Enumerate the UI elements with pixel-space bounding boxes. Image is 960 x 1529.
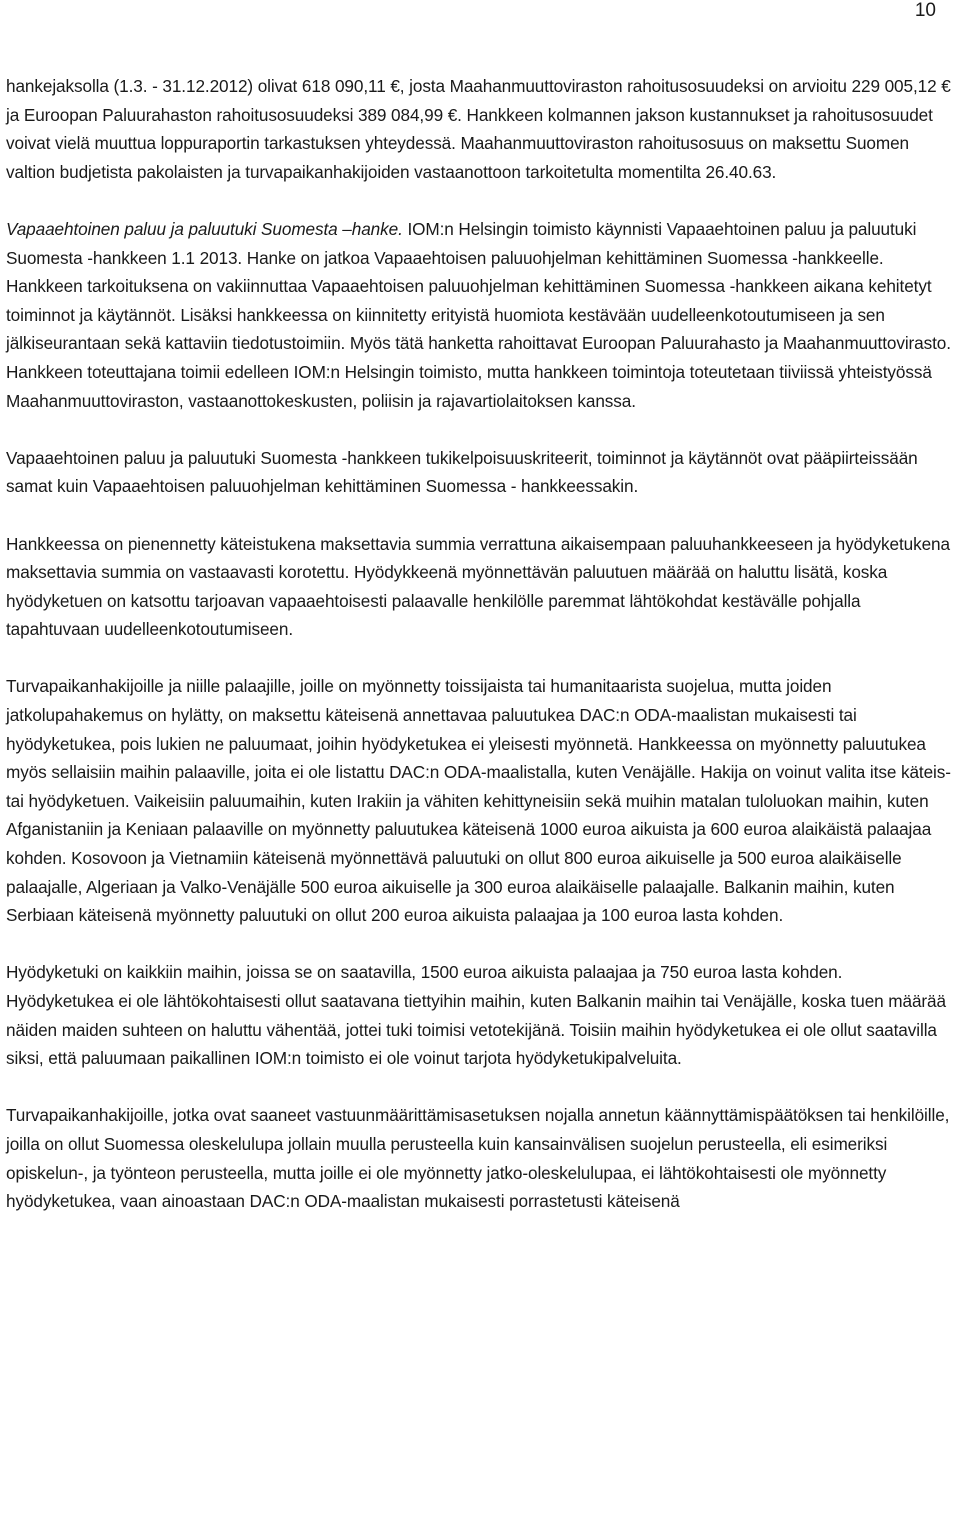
paragraph-goods-support: Hyödyketuki on kaikkiin maihin, joissa se on saatavilla, 1500 euroa aikuista palaajaa ja 750 euroa lasta kohden. Hyödyketukea ei ole lähtökohtaisesti ollut saatavana tiettyihin maihin, kuten Balkanin maihin tai Venäjälle, koska tuen määrää näiden maiden suhteen on haluttu vähentää, jottei tuki toimisi vetotekijänä. Toisiin maihin hyödyketukea ei ole ollut saatavilla siksi, että paluumaan paikallinen IOM:n toimisto ei ole voinut tarjota hyödyketukipalveluita. bbox=[6, 962, 946, 1069]
paragraph-project-intro bbox=[6, 215, 954, 415]
paragraph-asylum-seekers: Turvapaikanhakijoille ja niille palaajille, joille on myönnetty toissijaista tai humanitaarista suojelua, mutta joiden jatkolupahakemus on hylätty, on maksettu käteisenä annettavaa paluutukea DAC:n ODA-maalistan mukaisesti tai hyödyketukea, pois lukien ne paluumaat, joihin hyödyketukea ei yleisesti myönnetä. Hankkeessa on myönnetty paluutukea myös sellaisiin maihin palaaville, joita ei ole listattu DAC:n ODA-maalistalla, kuten Venäjälle. Hakija on voinut valita itse käteis- tai hyödyketuen. Vaikeisiin paluumaihin, kuten Irakiin ja vähiten kehittyneisiin sekä muihin matalan tuloluokan maihin, kuten Afganistaniin ja Keniaan palaaville on myönnetty paluutukea käteisenä 1000 euroa aikuista ja 600 euroa alaikäistä palaajaa kohden. Kosovoon ja Vietnamiin käteisenä myönnettävä paluutuki on ollut 800 euroa aikuiselle ja 500 euroa alaikäiselle palaajalle, Algeriaan ja Valko-Venäjälle 500 euroa aikuiselle ja 300 euroa alaikäiselle palaajalle. Balkanin maihin, kuten Serbiaan käteisenä myönnetty paluutuki on ollut 200 euroa aikuista palaajaa ja 100 euroa lasta kohden. bbox=[6, 676, 951, 926]
page-number: 10 bbox=[914, 0, 936, 21]
paragraph-cash-vs-goods: Hankkeessa on pienennetty käteistukena maksettavia summia verrattuna aikaisempaan paluuhankkeeseen ja hyödyketukena maksettavia summia on vastaavasti korotettu. Hyödykkeenä myönnettävän paluutuen määrää on haluttu lisätä, koska hyödyketuen on katsottu tarjoavan vapaaehtoisesti palaavalle henkilölle paremmat lähtökohdat kestävälle pohjalla tapahtuvaan uudelleenkotoutumiseen. bbox=[6, 533, 950, 640]
paragraph-project-intro-text: IOM:n Helsingin toimisto käynnisti Vapaaehtoinen paluu ja paluutuki Suomesta -hankkeen 1.1 2013. Hanke on jatkoa Vapaaehtoisen paluuohjelman kehittäminen Suomessa -hankkeelle. Hankkeen tarkoituksena on vakiinnuttaa Vapaaehtoisen paluuohjelman kehittäminen Suomessa -hankkeen aikana kehitetyt toiminnot ja käytännöt. Lisäksi hankkeessa on kiinnitetty erityistä huomiota kestävään uudelleenkotoutumiseen ja sen jälkiseurantaan sekä kattaviin tiedotustoimiin. Myös tätä hanketta rahoittavat Euroopan Paluurahasto ja Maahanmuuttovirasto. Hankkeen toteuttajana toimii edelleen IOM:n Helsingin toimisto, mutta hankkeen toimintoja toteutetaan tiiviissä yhteistyössä Maahanmuuttoviraston, vastaanottokeskusten, poliisin ja rajavartiolaitoksen kanssa. bbox=[6, 218, 951, 411]
document-body bbox=[6, 72, 954, 1216]
project-title-italic: Vapaaehtoinen paluu ja paluutuki Suomesta –hanke. bbox=[6, 218, 403, 239]
paragraph-eligibility: Vapaaehtoinen paluu ja paluutuki Suomesta -hankkeen tukikelpoisuuskriteerit, toiminnot ja käytännöt ovat pääpiirteissään samat kuin Vapaaehtoisen paluuohjelman kehittäminen Suomessa - hankkeessakin. bbox=[6, 447, 918, 497]
paragraph-dublin-cases: Turvapaikanhakijoille, jotka ovat saaneet vastuunmäärittämisasetuksen nojalla annetun käännyttämispäätöksen tai henkilöille, joilla on ollut Suomessa oleskelulupa jollain muulla perusteella kuin kansainvälisen suojelun perusteella, eli esimeriksi opiskelun-, ja työnteon perusteella, mutta joille ei ole myönnetty jatko-oleskelulupaa, ei lähtökohtaisesti ole myönnetty hyödyketukea, vaan ainoastaan DAC:n ODA-maalistan mukaisesti porrastetusti käteisenä bbox=[6, 1105, 950, 1212]
paragraph-funding: hankejaksolla (1.3. - 31.12.2012) olivat 618 090,11 €, josta Maahanmuuttoviraston rahoitusosuudeksi on arvioitu 229 005,12 € ja Euroopan Paluurahaston rahoitusosuudeksi 389 084,99 €. Hankkeen kolmannen jakson kustannukset ja rahoitusosuudet voivat vielä muuttua loppuraportin tarkastuksen yhteydessä. Maahanmuuttoviraston rahoitusosuus on maksettu Suomen valtion budjetista pakolaisten ja turvapaikanhakijoiden vastaanottoon tarkoitetulta momentilta 26.40.63. bbox=[6, 76, 951, 182]
